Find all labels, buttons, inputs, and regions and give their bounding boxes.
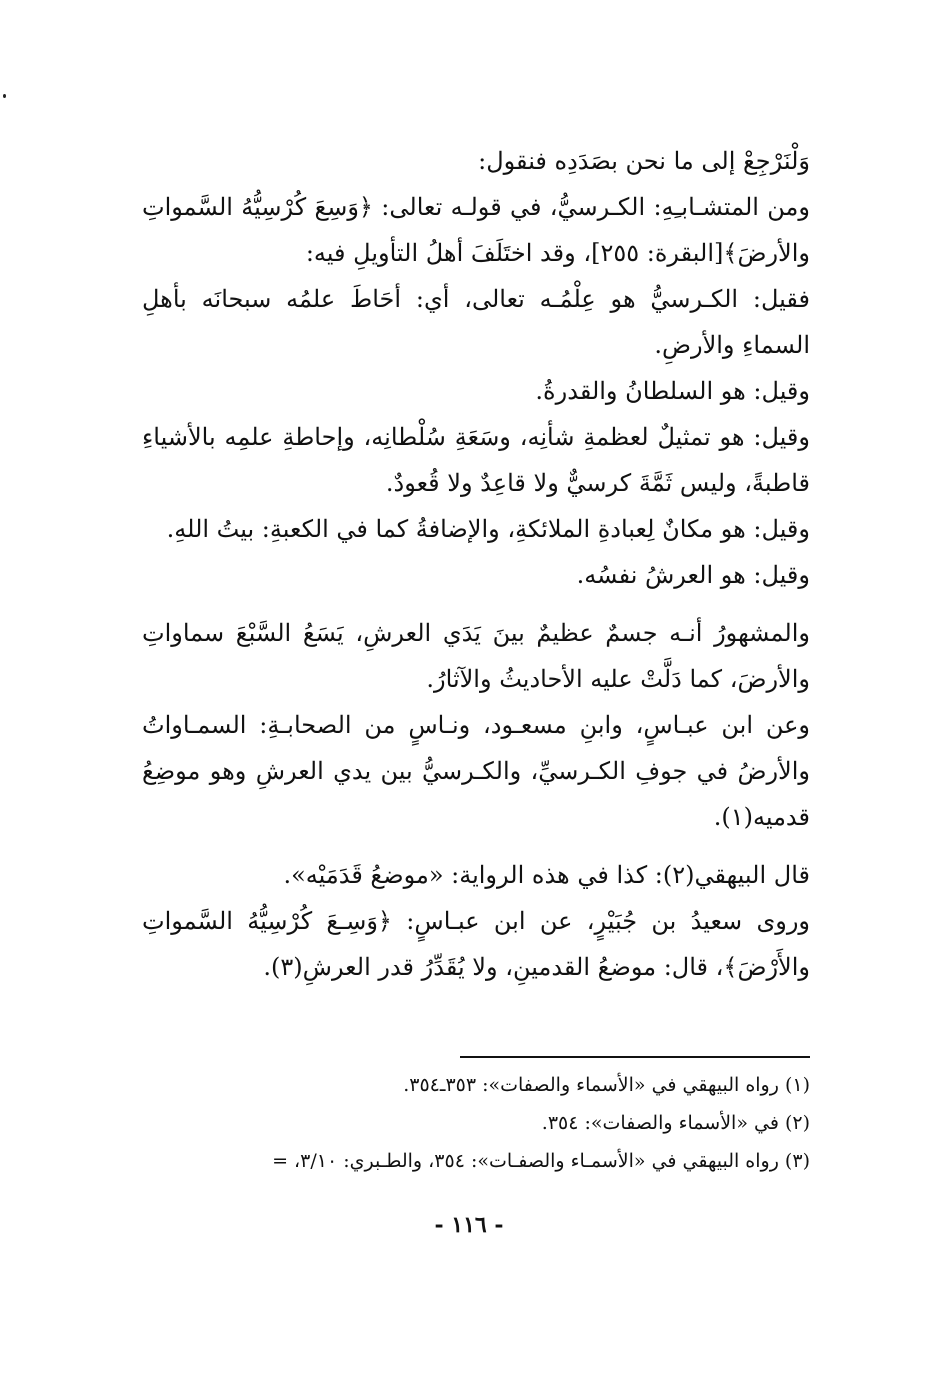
paragraph-opinion-knowledge: فقيل: الكـرسيُّ هو عِلْمُـه تعالى، أي: أحَاطَ علمُه سبحانَه بأهلِ السماءِ والأرضِ. [142,285,810,359]
paragraph-intro: وَلْنَرْجِعْ إلى ما نحن بصَدَدِه فنقول: [478,147,810,175]
paragraph-ibn-abbas: وعن ابن عبـاسٍ، وابنِ مسعـود، ونـاسٍ من الصحابـةِ: السمـاواتُ والأرضُ في جوفِ الكـرسيِّ، والكـرسيُّ بين يدي العرشِ وهو موضِعُ قدميه(١). [142,711,811,831]
footnote-1: (١) رواه البيهقي في «الأسماء والصفات»: ٣٥٣ـ٣٥٤. [403,1074,810,1096]
paragraph-well-known: والمشهورُ أنـه جسمٌ عظيمٌ بينَ يَدَي العرشِ، يَسَعُ السَّبْعَ سماواتِ والأرضَ، كما دَلَّتْ عليه الأحاديثُ والآثارُ. [142,619,810,693]
page-number: - ١١٦ - [434,1212,504,1238]
footnote-separator [460,1056,810,1058]
footnotes [100,1066,810,1180]
footnote-3: (٣) رواه البيهقي في «الأسمـاء والصفـات»: ٣٥٤، والطـبري: ٣/١٠، = [272,1150,810,1172]
paragraph-opinion-place: وقيل: هو مكانٌ لِعبادةِ الملائكةِ، والإضافةُ كما في الكعبةِ: بيتُ اللهِ. [166,515,810,543]
paragraph-opinion-representation: وقيل: هو تمثيلٌ لعظمةِ شأنِه، وسَعَةِ سُلْطانِه، وإحاطةِ علمِه بالأشياءِ قاطبةً، وليس ثَمَّةَ كرسيٌّ ولا قاعِدٌ ولا قُعودٌ. [142,423,810,497]
paragraph-said-ibn-jubayr: وروى سعيدُ بن جُبَيْرٍ، عن ابن عبـاسٍ: ﴿وَسِـعَ كُرْسِيُّهُ السَّمواتِ والأَرْضَ﴾، قال: موضعُ القدمينِ، ولا يُقَدِّرُ قدر العرشِ(٣). [142,907,810,981]
paragraph-opinion-authority: وقيل: هو السلطانُ والقدرةُ. [535,377,810,405]
paragraph-kursi-verse: ومن المتشـابـِهِ: الكـرسيُّ، في قولـه تعالى: ﴿وَسِعَ كُرْسِيُّهُ السَّمواتِ والأرضَ﴾[البقرة: ٢٥٥]، وقد اختَلَفَ أهلُ التأويلِ فيه: [142,193,810,267]
scan-speck [3,94,6,98]
footnote-2: (٢) في «الأسماء والصفات»: ٣٥٤. [541,1112,810,1134]
main-text [142,138,810,990]
paragraph-opinion-throne: وقيل: هو العرشُ نفسُه. [576,561,810,589]
paragraph-bayhaqi: قال البيهقي(٢): كذا في هذه الرواية: «موضعُ قَدَمَيْه». [283,861,810,889]
